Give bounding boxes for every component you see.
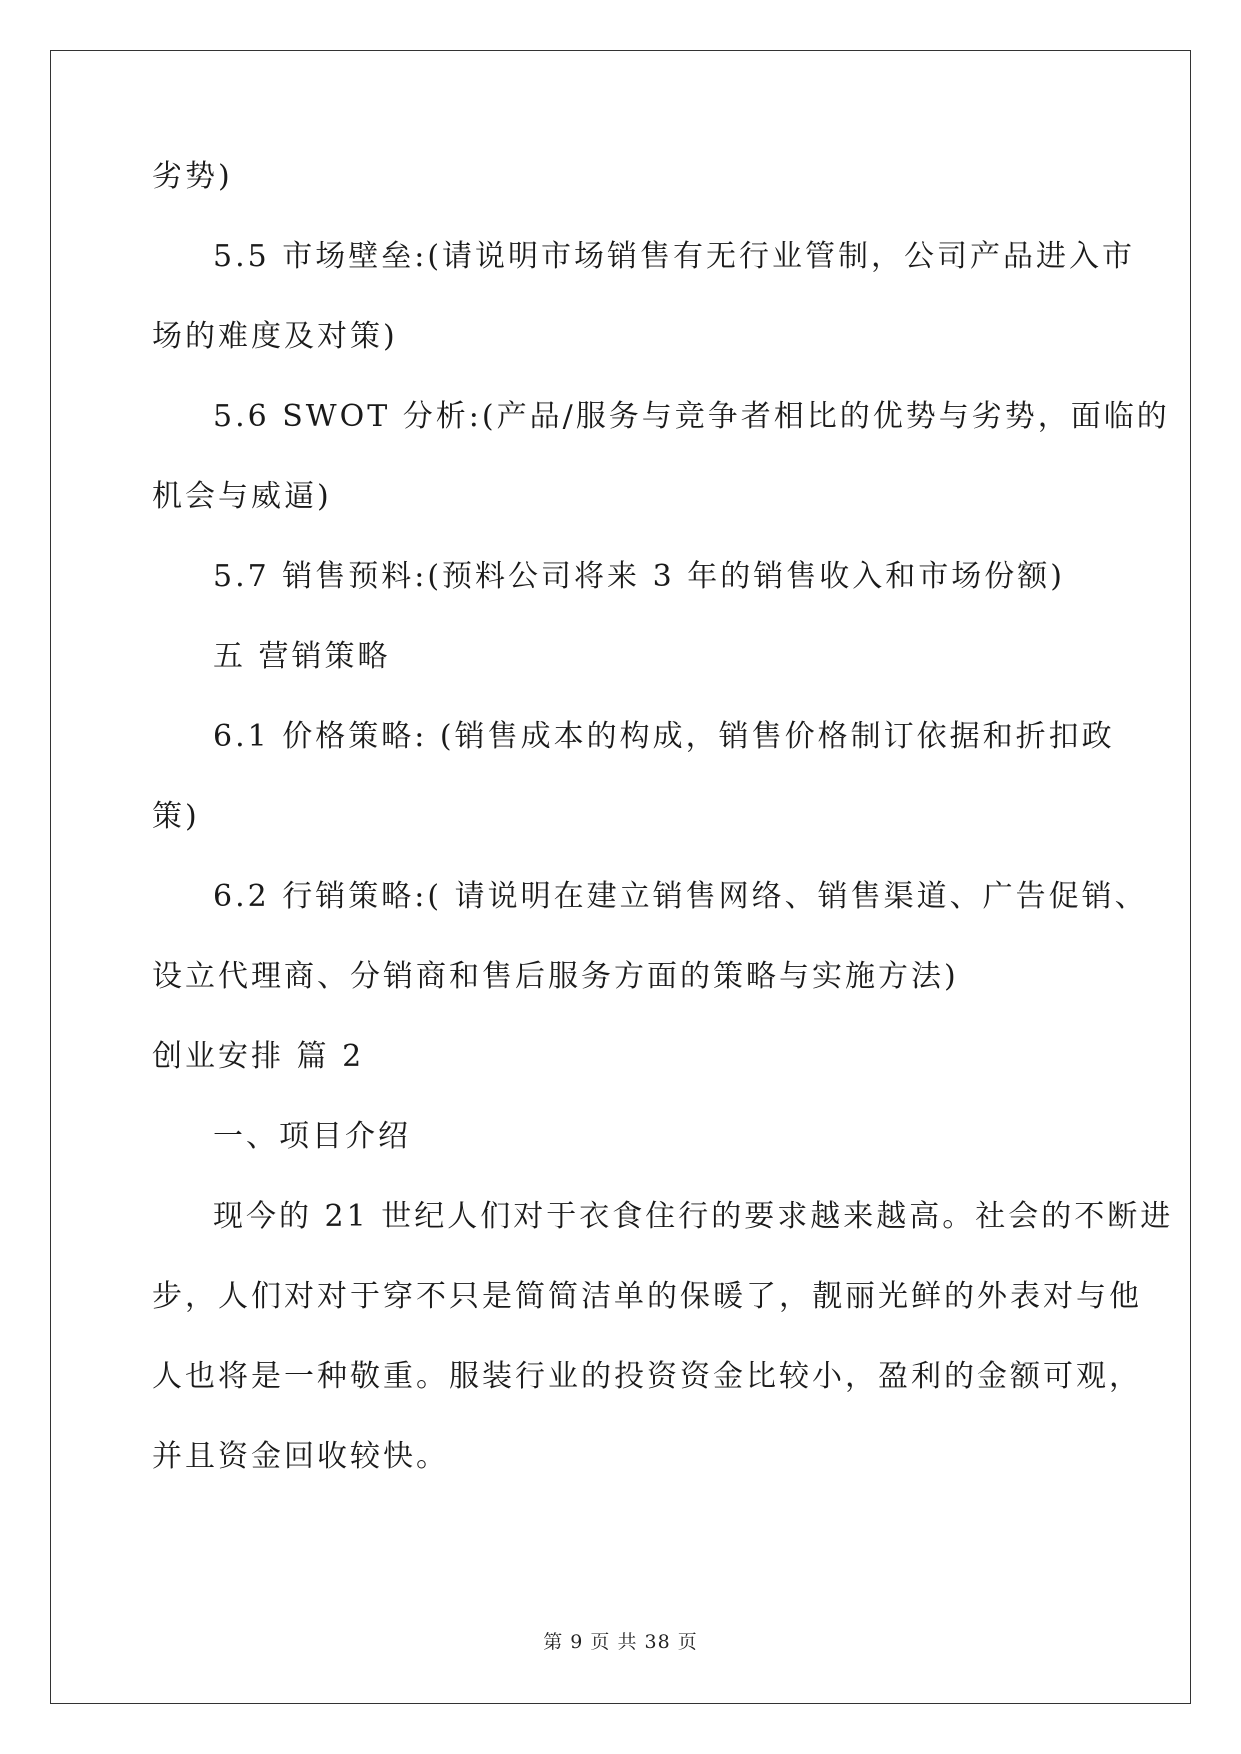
text-line: 并且资金回收较快。	[152, 1439, 449, 1474]
text-line: 现今的 21 世纪人们对于衣食住行的要求越来越高。社会的不断进	[213, 1199, 1174, 1234]
section-heading: 一、项目介绍	[213, 1119, 411, 1154]
page-number: 第 9 页 共 38 页	[543, 1631, 698, 1653]
text-line: 5.5 市场壁垒:(请说明市场销售有无行业管制，公司产品进入市	[213, 239, 1136, 274]
text-line: 机会与威逼)	[152, 479, 332, 514]
text-line: 策)	[152, 799, 200, 834]
text-line: 设立代理商、分销商和售后服务方面的策略与实施方法)	[152, 959, 959, 994]
text-line: 步，人们对对于穿不只是简简洁单的保暖了，靓丽光鲜的外表对与他	[152, 1279, 1142, 1314]
text-line: 人也将是一种敬重。服装行业的投资资金比较小，盈利的金额可观，	[152, 1359, 1142, 1394]
text-line: 5.7 销售预料:(预料公司将来 3 年的销售收入和市场份额)	[213, 559, 1065, 594]
text-line: 6.1 价格策略: (销售成本的构成，销售价格制订依据和折扣政	[213, 719, 1115, 754]
text-line: 5.6 SWOT 分析:(产品/服务与竞争者相比的优势与劣势，面临的	[213, 399, 1170, 434]
article-title: 创业安排 篇 2	[152, 1039, 365, 1074]
section-heading: 五 营销策略	[213, 639, 391, 674]
text-line: 6.2 行销策略:( 请说明在建立销售网络、销售渠道、广告促销、	[213, 879, 1148, 914]
text-line: 场的难度及对策)	[152, 319, 398, 354]
text-line: 劣势)	[152, 159, 233, 194]
